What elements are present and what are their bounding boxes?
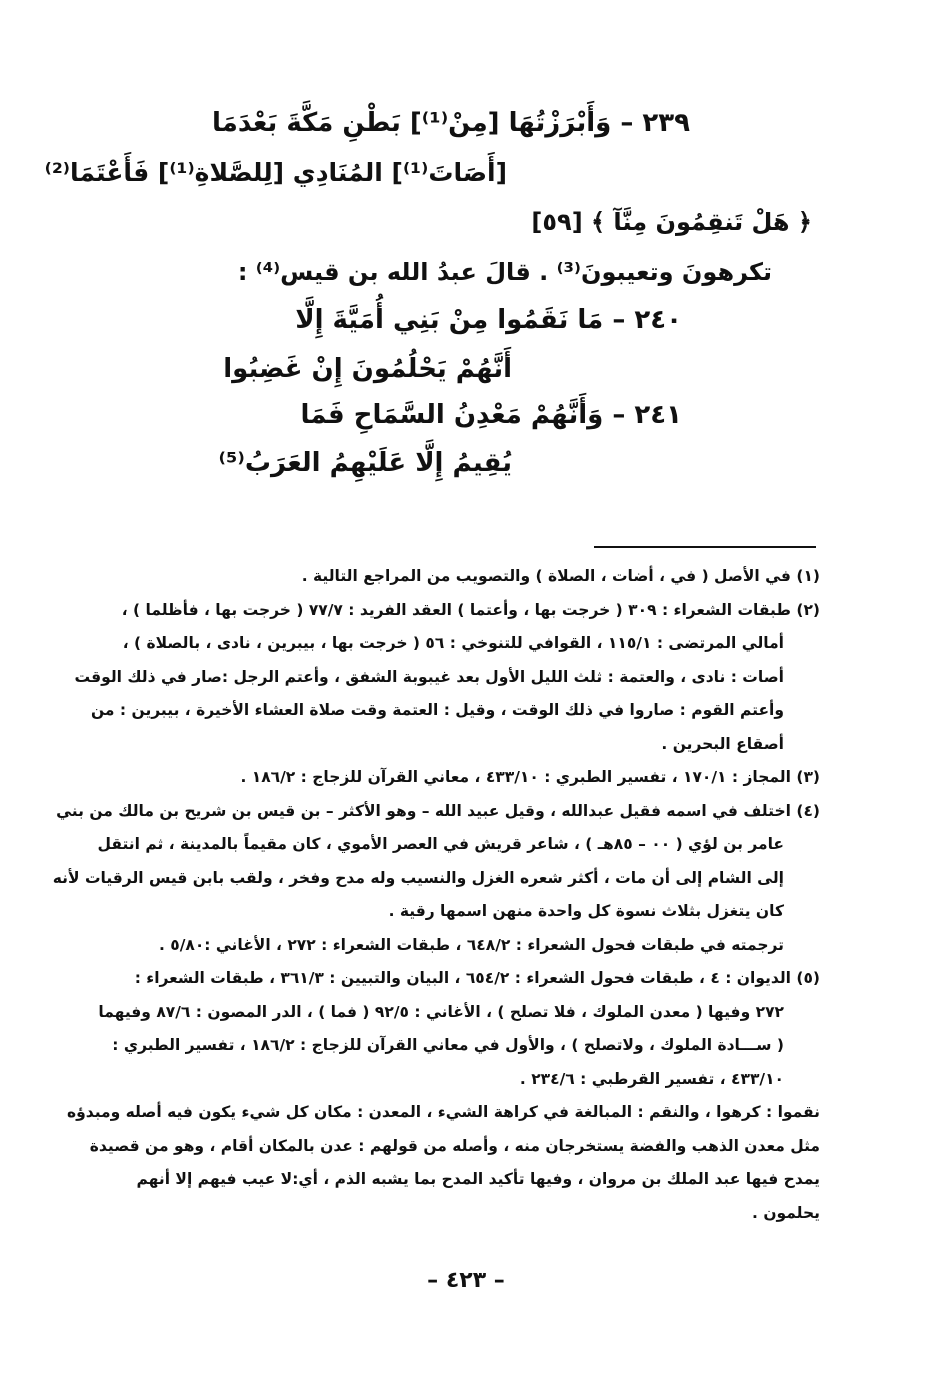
footnote-line: ( ســـادة الملوك ، ولاتصلح ) ، والأول في معاني القرآن للزجاج : ١٨٦/٢ ، تفسير الطبري : (112, 1036, 784, 1054)
verse-241-first-hemistich: ٢٤١ – وَأَنَّهُمْ مَعْدِنُ السَّمَاحِ فَمَا (300, 400, 682, 430)
footnote-4: (٤) اختلف في اسمه فقيل عبدالله ، وقيل عبيد الله – وهو الأكثر – بن قيس بن شريح بن مالك من بني (56, 801, 820, 820)
footnote-2: (٢) طبقات الشعراء : ٣٠٩ ( خرجت بها ، وأعتما ) العقد الفريد : ٧٧/٧ ( خرجت بها ، فأظلما ) ، (121, 600, 820, 619)
footnote-line: أمالي المرتضى : ١١٥/١ ، القوافي للتنوخي : ٥٦ ( خرجت بها ، بيبرين ، نادى ، بالصلاة ) ، (122, 634, 784, 652)
footnote-divider (594, 546, 816, 548)
footnote-line: نقموا : كرهوا ، والنقم : المبالغة في كراهة الشيء ، المعدن : مكان كل شيء يكون فيه أصله ومبدؤه (66, 1103, 820, 1121)
footnote-3: (٣) المجاز : ١٧٠/١ ، تفسير الطبري : ٤٣٣/١٠ ، معاني القرآن للزجاج : ١٨٦/٢ . (240, 768, 820, 786)
footnote-line: مثل معدن الذهب والفضة يستخرجان منه ، وأصله من قولهم : عدن بالمكان أقام ، وهو من قصيدة (89, 1136, 820, 1155)
verse-239-first-hemistich: ٢٣٩ – وَأَبْرَزْتُهَا [مِنْ⁽¹⁾] بَطْنِ مَكَّةَ بَعْدَمَا (211, 108, 690, 138)
explanation-line: تكرهونَ وتعيبونَ⁽³⁾ . قالَ عبدُ الله بن قيس⁽⁴⁾ : (237, 258, 772, 286)
footnote-line: ٢٧٢ وفيها ( معدن الملوك ، فلا تصلح ) ، الأغاني : ٩٢/٥ ( فما ) ، الدر المصون : ٨٧/٦ وفيهما (98, 1002, 784, 1021)
footnote-line: كان يتغزل بثلاث نسوة كل واحدة منهن اسمها رقية . (388, 902, 784, 920)
footnote-line: أصات : نادى ، والعتمة : ثلث الليل الأول بعد غيبوبة الشفق ، وأعتم الرجل :صار في ذلك الوقت (74, 667, 784, 686)
footnote-5: (٥) الديوان : ٤ ، طبقات فحول الشعراء : ٦٥٤/٢ ، البيان والتبيين : ٣٦١/٣ ، طبقات الشعراء : (134, 969, 820, 987)
quran-citation: ﴿ هَلْ تَنقِمُونَ مِنَّآ ﴾ [٥٩] (531, 208, 812, 236)
verse-239-second-hemistich: [أَصَاتَ⁽¹⁾] المُنَادِي [لِلصَّلاةِ⁽¹⁾] فَأَعْتَمَا⁽²⁾ (44, 158, 507, 187)
footnote-line: يمدح فيها عبد الملك بن مروان ، وفيها تأكيد المدح بما يشبه الذم ، أي:لا عيب فيهم إلا أنهم (136, 1170, 820, 1188)
verse-240-first-hemistich: ٢٤٠ – مَا نَقَمُوا مِنْ بَنِي أُمَيَّةَ إِلَّا (295, 305, 682, 335)
verse-240-second-hemistich: أَنَّهُمْ يَحْلُمُونَ إِنْ غَضِبُوا (223, 354, 512, 384)
footnote-line: إلى الشام إلى أن مات ، أكثر شعره الغزل والنسيب وله مدح وفخر ، ولقب بابن قيس الرقيات لأنه (52, 868, 784, 887)
footnote-line: ترجمته في طبقات فحول الشعراء : ٦٤٨/٢ ، طبقات الشعراء : ٢٧٢ ، الأغاني :٥/٨٠ . (158, 935, 784, 954)
footnote-line: عامر بن لؤي ( ٠٠ – ٨٥هـ ) ، شاعر قريش في العصر الأموي ، كان مقيماً بالمدينة ، ثم انتقل (97, 835, 784, 853)
footnotes (52, 560, 820, 1230)
footnote-line: ٤٣٣/١٠ ، تفسير القرطبي : ٢٣٤/٦ . (519, 1069, 784, 1088)
footnote-line: وأعتم القوم : صاروا في ذلك الوقت ، وقيل : العتمة وقت صلاة العشاء الأخيرة ، بيبرين : من (90, 701, 784, 719)
footnote-1: (١) في الأصل ( في ، أضات ، الصلاة ) والتصويب من المراجع التالية . (301, 567, 820, 585)
page-number: – ٤٢٣ – (427, 1268, 505, 1293)
footnote-line: يحلمون . (752, 1203, 820, 1222)
verse-241-second-hemistich: يُقِيمُ إِلَّا عَلَيْهِمُ العَرَبُ⁽⁵⁾ (218, 448, 512, 478)
footnote-line: أصقاع البحرين . (661, 734, 784, 753)
